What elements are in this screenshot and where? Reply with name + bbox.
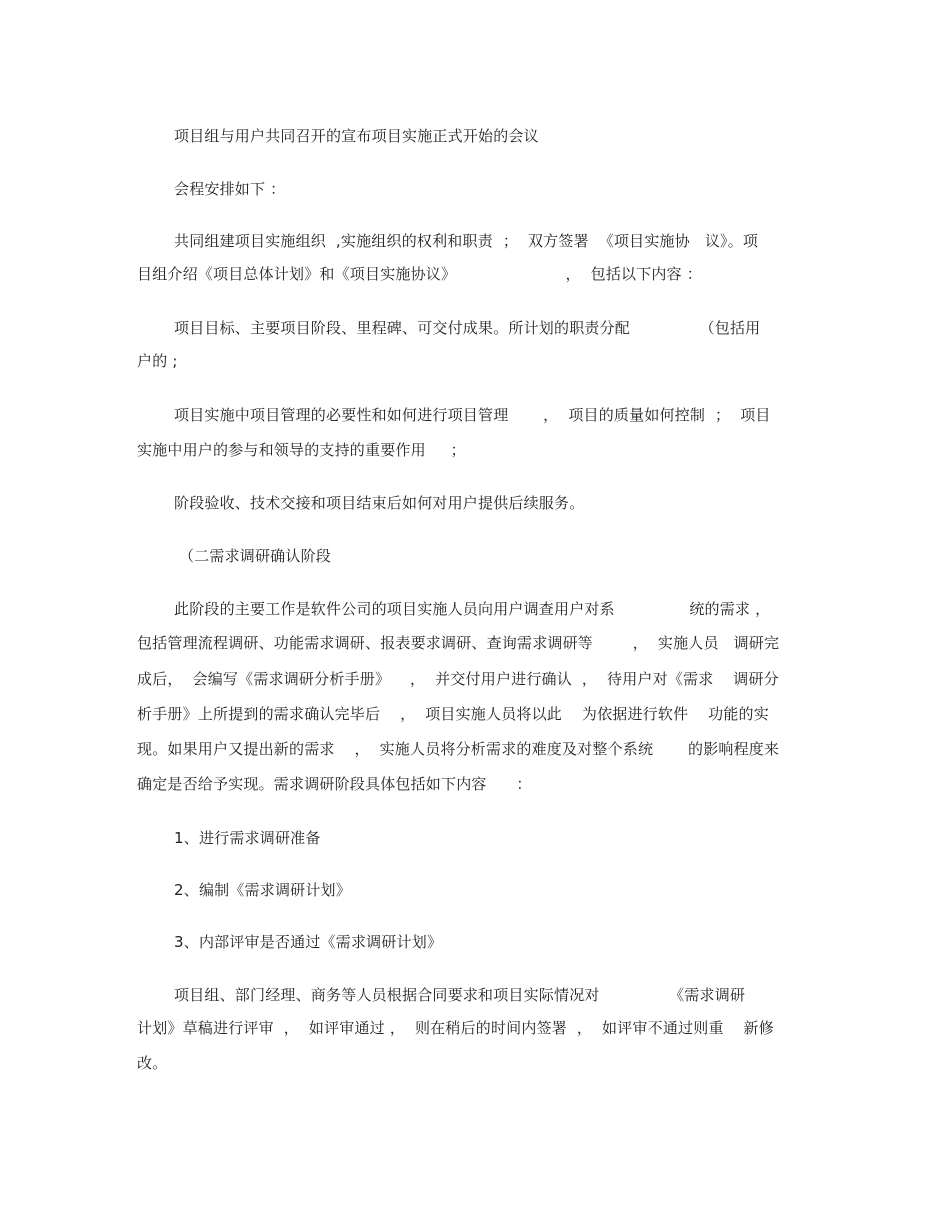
list-item-1: 1、进行需求调研准备 bbox=[174, 829, 321, 847]
paragraph-acceptance: 阶段验收、技术交接和项目结束后如何对用户提供后续服务。 bbox=[174, 494, 585, 512]
paragraph-review-line-3: 改。 bbox=[137, 1054, 168, 1072]
paragraph-review-line-1: 项目组、部门经理、商务等人员根据合同要求和项目实际情况对 《需求调研 bbox=[174, 986, 746, 1004]
paragraph-org-line-2: 目组介绍《项目总体计划》和《项目实施协议》 ， 包括以下内容 ： bbox=[137, 265, 703, 283]
paragraph-goals-line-1: 项目目标、主要项目阶段、里程碑、可交付成果。所计划的职责分配 （包括用 bbox=[174, 319, 761, 337]
paragraph-management-line-2: 实施中用户的参与和领导的支持的重要作用 ； bbox=[137, 441, 466, 459]
section-heading-requirements: （二需求调研确认阶段 bbox=[174, 547, 331, 565]
paragraph-agenda-intro: 会程安排如下 ： bbox=[174, 180, 286, 198]
paragraph-goals-line-2: 户的 ; bbox=[137, 352, 178, 370]
paragraph-requirements-line-2: 包括管理流程调研、功能需求调研、报表要求调研、查询需求调研等 ， 实施人员 调研完 bbox=[137, 634, 780, 652]
paragraph-requirements-line-3: 成后， 会编写《需求调研分析手册》 ， 并交付用户进行确认 ， 待用户对《需求 调研分 bbox=[137, 670, 779, 688]
paragraph-requirements-line-5: 现。如果用户又提出新的需求 ， 实施人员将分析需求的难度及对整个系统 的影响程度来 bbox=[137, 740, 780, 758]
paragraph-org-line-1: 共同组建项目实施组织 ,实施组织的权利和职责 ； 双方签署 《项目实施协 议》。项 bbox=[174, 232, 759, 250]
list-item-3: 3、内部评审是否通过《需求调研计划》 bbox=[174, 933, 443, 951]
paragraph-management-line-1: 项目实施中项目管理的必要性和如何进行项目管理 ， 项目的质量如何控制 ； 项目 bbox=[174, 406, 771, 424]
paragraph-requirements-line-1: 此阶段的主要工作是软件公司的项目实施人员向用户调查用户对系 统的需求 ， bbox=[174, 600, 771, 618]
paragraph-review-line-2: 计划》草稿进行评审 ， 如评审通过 ， 则在稍后的时间内签署 ， 如评审不通过则重 新修 bbox=[137, 1019, 774, 1037]
paragraph-requirements-line-4: 析手册》上所提到的需求确认完毕后 ， 项目实施人员将以此 为依据进行软件 功能的实 bbox=[137, 705, 769, 723]
list-item-2: 2、编制《需求调研计划》 bbox=[174, 881, 351, 899]
paragraph-requirements-line-6: 确定是否给予实现。需求调研阶段具体包括如下内容 ： bbox=[137, 775, 532, 793]
paragraph-meeting-title: 项目组与用户共同召开的宣布项目实施正式开始的会议 bbox=[174, 127, 539, 145]
